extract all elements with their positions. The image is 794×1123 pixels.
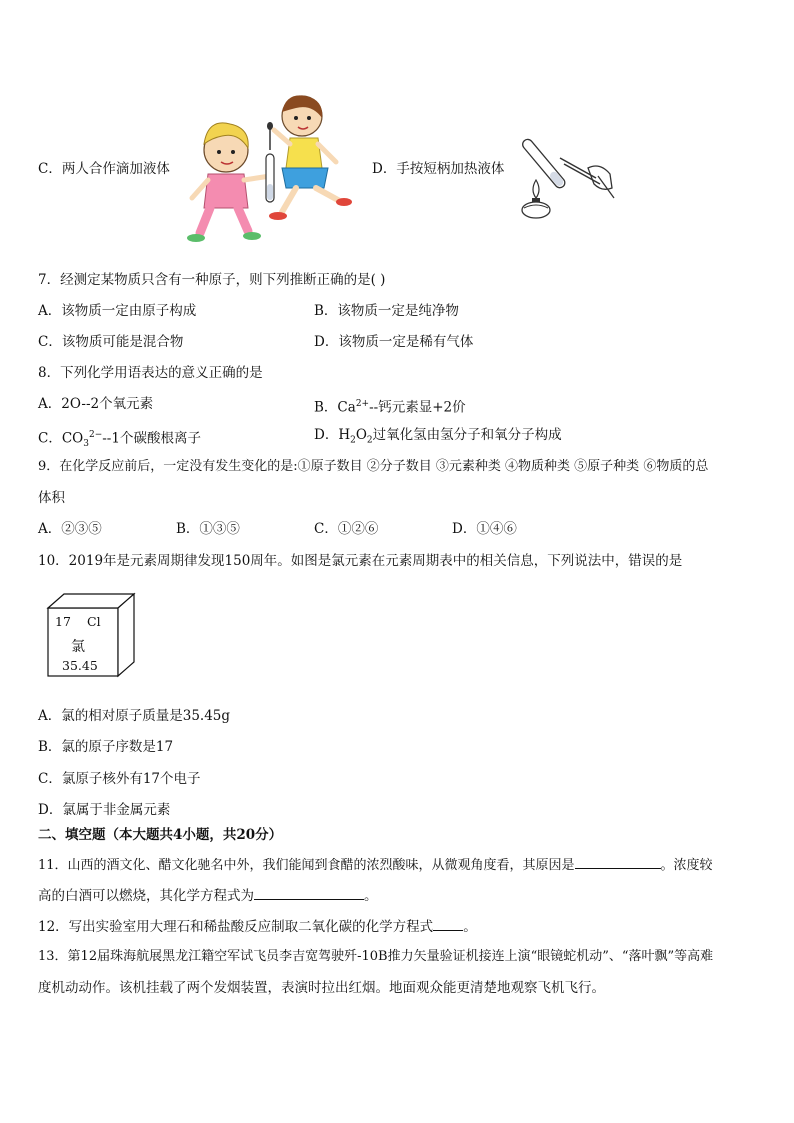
q10-option-b: B．氯的原子序数是17 xyxy=(38,739,174,755)
heating-test-tube-illustration xyxy=(514,118,618,222)
q13-line2: 度机动动作。该机挂载了两个发烟装置，表演时拉出红烟。地面观众能更清楚地观察飞机飞行。 xyxy=(38,980,605,996)
q11-blank-2[interactable] xyxy=(254,886,364,900)
q8-option-c: C．$CO_3^{2-}--1$个碳酸根离子 xyxy=(38,430,201,450)
q12-line: 12．写出实验室用大理石和稀盐酸反应制取二氧化碳的化学方程式 。 xyxy=(38,919,477,935)
q7-option-b: B．该物质一定是纯净物 xyxy=(314,303,459,319)
q9-stem-line1: 9．在化学反应前后，一定没有发生变化的是:①原子数目 ②分子数目 ③元素种类 ④物质种类 ⑤原子种类 ⑥物质的总 xyxy=(38,459,709,474)
element-name: 氯 xyxy=(71,639,85,655)
q11-blank-1[interactable] xyxy=(575,855,661,869)
children-dropping-liquid-illustration xyxy=(178,88,356,248)
q8-option-b: B．$Ca^{2+}--$钙元素显+2价 xyxy=(314,399,466,416)
q7-option-d: D．该物质一定是稀有气体 xyxy=(314,334,474,350)
q12-blank[interactable] xyxy=(433,917,463,931)
q11-line1: 11．山西的酒文化、醋文化驰名中外，我们能闻到食醋的浓烈酸味，从微观角度看，其原因是 。浓度较 xyxy=(38,855,713,875)
q7-stem: 7．经测定某物质只含有一种原子，则下列推断正确的是( ) xyxy=(38,272,386,288)
q10-stem: 10．2019年是元素周期律发现150周年。如图是氯元素在元素周期表中的相关信息，下列说法中，错误的是 xyxy=(38,553,683,569)
q6-option-d: D．手按短柄加热液体 xyxy=(372,161,505,177)
q9-option-c: C．①②⑥ xyxy=(314,521,379,537)
q7-option-a: A．该物质一定由原子构成 xyxy=(38,303,197,319)
q7-option-c: C．该物质可能是混合物 xyxy=(38,334,184,350)
element-atomic-number: 17 xyxy=(55,614,71,629)
q6-option-c: C．两人合作滴加液体 xyxy=(38,161,170,177)
q9-option-d: D．①④⑥ xyxy=(452,521,517,537)
q10-option-a: A．氯的相对原子质量是35.45g xyxy=(38,708,231,724)
q13-line1: 13．第12届珠海航展黑龙江籍空军试飞员李吉宽驾驶歼-10B推力矢量验证机接连上演“眼镜蛇机动”、“落叶飘”等高难 xyxy=(38,949,714,964)
element-atomic-mass: 35.45 xyxy=(62,658,98,673)
q8-option-d: D．$H_2O_2$过氧化氢由氢分子和氧分子构成 xyxy=(314,427,562,446)
q9-option-a: A．②③⑤ xyxy=(38,521,102,537)
q11-line2: 高的白酒可以燃烧，其化学方程式为 。 xyxy=(38,888,378,904)
q10-option-d: D．氯属于非金属元素 xyxy=(38,802,171,818)
q9-stem-line2: 体积 xyxy=(38,490,65,506)
q8-stem: 8．下列化学用语表达的意义正确的是 xyxy=(38,365,263,381)
q9-option-b: B．①③⑤ xyxy=(176,521,240,537)
section-heading-fill-in: 二、填空题（本大题共4小题，共20分） xyxy=(38,827,283,843)
q8-option-a: A．2O--2个氧元素 xyxy=(38,396,154,412)
q10-option-c: C．氯原子核外有17个电子 xyxy=(38,771,201,787)
element-symbol: Cl xyxy=(87,614,101,629)
